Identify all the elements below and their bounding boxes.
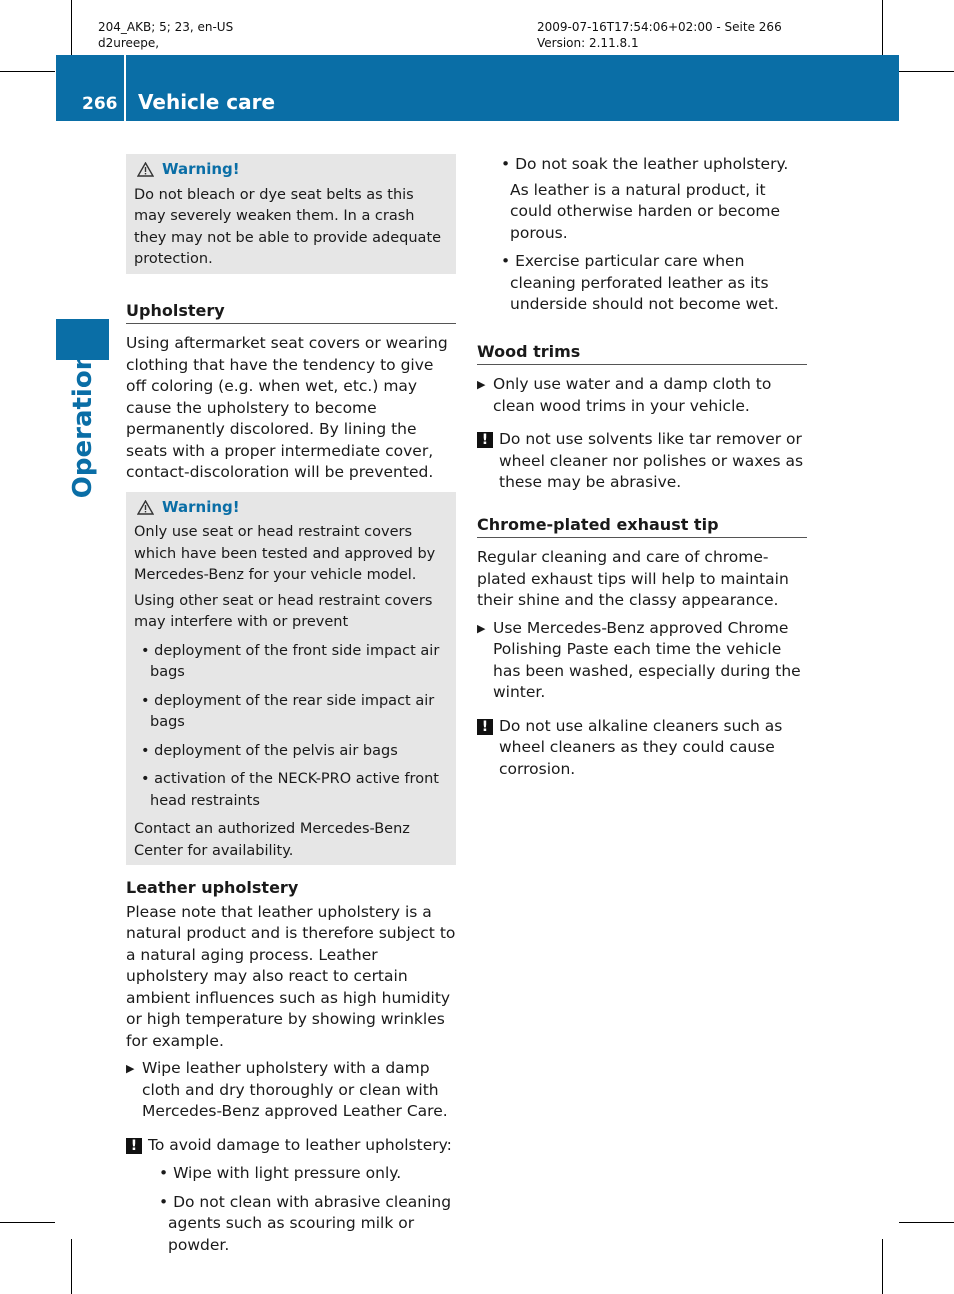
list-item: • Wipe with light pressure only.: [159, 1164, 402, 1182]
bullet-list: [501, 154, 807, 316]
step-text: Use Mercedes-Benz approved Chrome Polishing Paste each time the vehicle has been washed, especially during the winter.: [493, 618, 801, 701]
right-column: [477, 154, 807, 786]
warning-triangle-icon: [137, 162, 154, 177]
list-item: [501, 154, 807, 244]
list-item: • deployment of the pelvis air bags: [141, 742, 398, 759]
step-text: Only use water and a damp cloth to clean wood trims in your vehicle.: [493, 375, 772, 415]
note-text: Do not use alkaline cleaners such as wheel cleaners as they could cause corrosion.: [499, 716, 783, 778]
exclamation-icon: !: [477, 432, 493, 448]
caution-note: [477, 429, 807, 494]
section-title: Vehicle care: [138, 90, 276, 114]
list-item-text: • Do not soak the leather upholstery.: [501, 155, 789, 173]
crop-mark: [71, 1239, 72, 1294]
warning-heading: [137, 497, 448, 519]
caution-note: [126, 1135, 456, 1157]
warning-list: [134, 641, 448, 813]
warning-box: [126, 492, 456, 866]
warning-heading: [137, 159, 448, 181]
meta-line: 204_AKB; 5; 23, en-US: [98, 20, 234, 34]
warning-text: Contact an authorized Mercedes-Benz Center for availability.: [134, 821, 410, 859]
leather-text: Please note that leather upholstery is a natural product and is therefore subject to a natural aging process. Leather upholstery may also react to certain ambient influences such as high humidity or high temperature by showing wrinkles for example.: [126, 902, 456, 1050]
print-meta-right: [537, 19, 782, 51]
left-column: [126, 154, 456, 1263]
meta-line: 2009-07-16T17:54:06+02:00 - Seite 266: [537, 20, 782, 34]
instruction-step: [126, 1058, 456, 1123]
warning-title: Warning!: [162, 160, 240, 178]
crop-mark: [0, 71, 55, 72]
exhaust-text: Regular cleaning and care of chrome-plated exhaust tips will help to maintain their shine and the classy appearance.: [477, 548, 789, 609]
crop-mark: [71, 0, 72, 55]
step-text: Wipe leather upholstery with a damp cloth and dry thoroughly or clean with Mercedes-Benz approved Leather Care.: [142, 1059, 448, 1120]
note-text: Do not use solvents like tar remover or wheel cleaner nor polishes or waxes as these may be abrasive.: [499, 430, 804, 491]
warning-text: Only use seat or head restraint covers which have been tested and approved by Mercedes-Benz for your vehicle model.: [134, 524, 436, 583]
instruction-step: [477, 618, 807, 704]
caution-note: [477, 716, 807, 781]
page-number: 266: [82, 94, 118, 114]
wood-trims-heading: Wood trims: [477, 341, 807, 366]
list-item: • Exercise particular care when cleaning perforated leather as its underside should not become wet.: [501, 252, 779, 313]
crop-mark: [899, 1222, 954, 1223]
warning-title: Warning!: [162, 497, 240, 516]
bullet-list: [159, 1163, 456, 1256]
crop-mark: [882, 1239, 883, 1294]
warning-text: Using other seat or head restraint covers may interfere with or prevent: [134, 592, 433, 630]
crop-mark: [882, 0, 883, 55]
crop-mark: [0, 1222, 55, 1223]
list-item: • Do not clean with abrasive cleaning agents such as scouring milk or powder.: [159, 1192, 452, 1254]
note-text: To avoid damage to leather upholstery:: [148, 1135, 452, 1154]
exhaust-heading: Chrome-plated exhaust tip: [477, 514, 807, 539]
header-divider: [124, 55, 126, 121]
list-item: • deployment of the front side impact air bags: [141, 642, 440, 680]
list-item-subtext: As leather is a natural product, it could otherwise harden or become porous.: [510, 180, 781, 242]
exclamation-icon: !: [126, 1138, 142, 1154]
exclamation-icon: !: [477, 719, 493, 735]
meta-line: Version: 2.11.8.1: [537, 36, 639, 50]
upholstery-heading: Upholstery: [126, 300, 456, 325]
arrow-right-icon: ▶: [477, 621, 486, 635]
arrow-right-icon: ▶: [477, 378, 486, 391]
upholstery-text: Using aftermarket seat covers or wearing clothing that have the tendency to give off coloring (e.g. when wet, etc.) may cause the upholstery to become permanently discolored. By lining the seats with a proper intermediate cover, contact-discoloration will be prevented.: [126, 334, 448, 481]
arrow-right-icon: ▶: [126, 1062, 135, 1075]
print-meta-left: [98, 19, 233, 51]
warning-box: [126, 154, 456, 274]
list-item: • deployment of the rear side impact air bags: [141, 692, 435, 730]
warning-triangle-icon: [137, 500, 154, 515]
warning-text: Do not bleach or dye seat belts as this may severely weaken them. In a crash they may not be able to provide adequate protection.: [134, 186, 442, 267]
meta-line: d2ureepe,: [98, 36, 160, 50]
instruction-step: [477, 374, 807, 417]
leather-heading: Leather upholstery: [126, 878, 299, 897]
crop-mark: [899, 71, 954, 72]
list-item: • activation of the NECK-PRO active front head restraints: [141, 771, 439, 809]
side-tab-label: Operation: [68, 351, 98, 499]
